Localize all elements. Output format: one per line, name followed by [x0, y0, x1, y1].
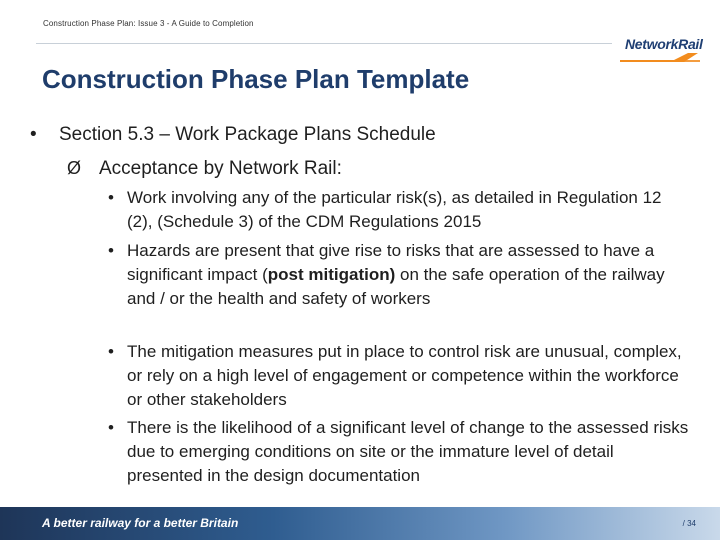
- arrow-bullet-icon: Ø: [67, 158, 82, 178]
- bullet-dot-icon: •: [108, 188, 114, 207]
- bullet-level-2: [67, 156, 342, 181]
- list-item-text-part: Hazards are present that give rise to risks that are assessed to have a significant impact (: [127, 241, 655, 284]
- emphasis-text: post mitigation): [267, 265, 396, 284]
- bullet-dot-icon: •: [108, 342, 114, 361]
- section-heading: Section 5.3 – Work Package Plans Schedule: [59, 124, 436, 145]
- bullet-dot-icon: •: [108, 241, 114, 260]
- bullet-dot-icon: •: [108, 418, 114, 437]
- acceptance-heading: Acceptance by Network Rail:: [99, 158, 342, 179]
- header-divider: [36, 43, 612, 44]
- network-rail-logo: [614, 33, 704, 69]
- list-item-text: There is the likelihood of a significant level of change to the assessed risks due to emerging conditions on site or the immature level of detail presented in the design documentation: [127, 418, 689, 485]
- list-item-text: The mitigation measures put in place to control risk are unusual, complex, or rely on a high level of engagement or competence within the workforce or other stakeholders: [127, 342, 682, 409]
- logo-swoosh-icon: [614, 51, 704, 67]
- bullet-level-1: [30, 123, 436, 147]
- footer-bar: [0, 507, 720, 540]
- running-header: Construction Phase Plan: Issue 3 - A Guide to Completion: [43, 19, 254, 28]
- list-item-text-part: on the safe operation of the railway and / or the health and safety of workers: [127, 265, 665, 308]
- list-item-text: Work involving any of the particular risk(s), as detailed in Regulation 12 (2), (Schedule 3) of the CDM Regulations 2015: [127, 188, 662, 231]
- footer-slogan: A better railway for a better Britain: [42, 516, 239, 530]
- list-item-text: [127, 239, 689, 311]
- logo-wordmark: NetworkRail: [625, 36, 703, 52]
- bullet-dot-icon: •: [30, 124, 37, 145]
- slide-title: Construction Phase Plan Template: [42, 64, 470, 94]
- page-number: / 34: [682, 519, 696, 528]
